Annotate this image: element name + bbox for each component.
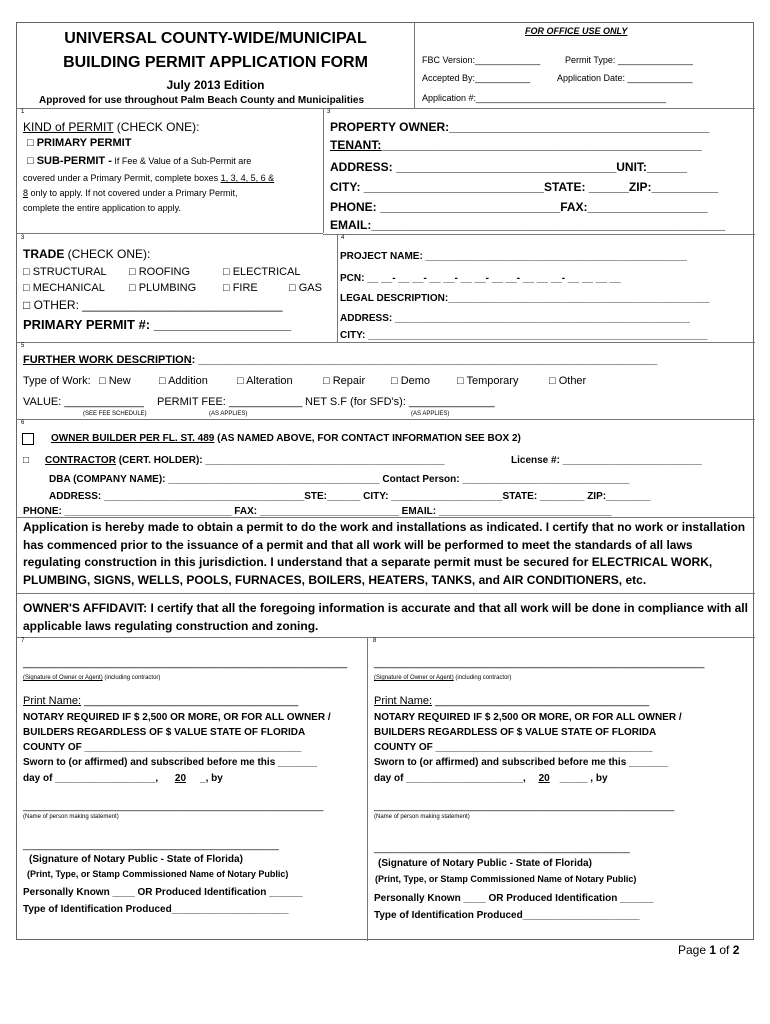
day-of-field-right[interactable]: day of _____________________, 20 _____ , by xyxy=(374,773,608,784)
box5-number: 5 xyxy=(21,343,25,349)
trade-box4-divider xyxy=(337,234,338,342)
license-number-field[interactable]: License #: _________________________ xyxy=(511,455,702,466)
type-of-work-label: Type of Work: xyxy=(23,375,91,387)
owner-email-field[interactable]: EMAIL:_____________________________________________________ xyxy=(330,218,726,232)
plumbing-checkbox[interactable]: □ PLUMBING xyxy=(129,282,197,294)
net-sf-applies-note: (AS APPLIES) xyxy=(411,411,450,417)
box8-number: 8 xyxy=(373,638,377,644)
legal-description-field[interactable]: LEGAL DESCRIPTION:_______________________________________________ xyxy=(340,293,710,304)
print-name-field-left[interactable]: Print Name: ___________________________________ xyxy=(23,695,299,707)
contractor-phone-field[interactable]: PHONE: ______________________________ FAX: _________________________ EMAIL: _______________________________ xyxy=(23,506,612,517)
county-field-left[interactable]: COUNTY OF _______________________________________ xyxy=(23,742,302,753)
work-repair-checkbox[interactable]: □ Repair xyxy=(323,375,366,387)
permit-fee-applies-note: (AS APPLIES) xyxy=(209,411,248,417)
owner-signature-label-right: (Signature of Owner or Agent) (including contractor) xyxy=(374,675,512,681)
fbc-version-field[interactable]: FBC Version:_____________ xyxy=(422,55,541,65)
project-city-field[interactable]: CITY: _____________________________________________________________ xyxy=(340,330,708,341)
person-statement-line-left[interactable]: ______________________________________________________ xyxy=(23,801,324,812)
notary-required-left-line1: NOTARY REQUIRED IF $ 2,500 OR MORE, OR FOR ALL OWNER / xyxy=(23,712,331,723)
permit-type-field[interactable]: Permit Type: _______________ xyxy=(565,55,693,65)
form-edition: July 2013 Edition xyxy=(166,78,265,92)
permit-fee-field[interactable]: PERMIT FEE: ____________ xyxy=(157,396,303,408)
electrical-checkbox[interactable]: □ ELECTRICAL xyxy=(223,266,301,278)
value-field[interactable]: VALUE: _____________ xyxy=(23,396,144,408)
permit-application-form xyxy=(16,22,754,940)
form-approval-note: Approved for use throughout Palm Beach County and Municipalities xyxy=(39,95,365,106)
accepted-by-field[interactable]: Accepted By:___________ xyxy=(422,73,531,83)
owner-city-field[interactable]: CITY: ___________________________STATE: ______ZIP:__________ xyxy=(330,180,719,194)
further-work-description-field[interactable]: FURTHER WORK DESCRIPTION: ___________________________________________________________________________ xyxy=(23,354,658,366)
owners-affidavit: OWNER'S AFFIDAVIT: I certify that all the foregoing information is accurate and that all work will be done in compliance with all applicable laws regulating construction and zoning. xyxy=(23,601,748,633)
tenant-field[interactable]: TENANT:________________________________________________ xyxy=(330,138,702,152)
notary-signature-label-right: (Signature of Notary Public - State of Florida) xyxy=(378,858,592,869)
notary-signature-line-left[interactable]: ______________________________________________ xyxy=(23,840,279,851)
work-alteration-checkbox[interactable]: □ Alteration xyxy=(237,375,293,387)
office-use-heading: FOR OFFICE USE ONLY xyxy=(525,26,628,36)
identification-type-field-left[interactable]: Type of Identification Produced_____________________ xyxy=(23,904,289,915)
application-date-field[interactable]: Application Date: _____________ xyxy=(557,73,693,83)
project-name-field[interactable]: PROJECT NAME: _______________________________________________ xyxy=(340,251,687,262)
application-number-field[interactable]: Application #:______________________________________ xyxy=(422,93,667,103)
property-owner-field[interactable]: PROPERTY OWNER:_______________________________________ xyxy=(330,120,710,134)
gas-checkbox[interactable]: □ GAS xyxy=(289,282,322,294)
sworn-statement-left[interactable]: Sworn to (or affirmed) and subscribed before me this _______ xyxy=(23,757,317,768)
box4-number: 4 xyxy=(341,235,345,241)
page-number: Page 1 of 2 xyxy=(678,943,740,957)
work-demo-checkbox[interactable]: □ Demo xyxy=(391,375,431,387)
sub-permit-checkbox[interactable]: □ SUB-PERMIT - If Fee & Value of a Sub-Permit are xyxy=(27,155,252,167)
primary-permit-number-field[interactable]: PRIMARY PERMIT #: ___________________ xyxy=(23,317,292,332)
owner-phone-field[interactable]: PHONE: ___________________________FAX:__________________ xyxy=(330,200,708,214)
county-field-right[interactable]: COUNTY OF _______________________________________ xyxy=(374,742,653,753)
box1-number: 1 xyxy=(21,109,25,115)
structural-checkbox[interactable]: □ STRUCTURAL xyxy=(23,266,107,278)
trade-bottom-rule xyxy=(17,342,755,343)
notary-signature-line-right[interactable]: ______________________________________________ xyxy=(374,843,630,854)
project-address-field[interactable]: ADDRESS: _____________________________________________________ xyxy=(340,313,690,324)
owner-signature-line-right[interactable]: ______________________________________________________ xyxy=(374,657,705,669)
box1-box3-divider xyxy=(323,108,324,233)
notary-print-label-left: (Print, Type, or Stamp Commissioned Name of Notary Public) xyxy=(27,869,289,879)
person-statement-label-right: (Name of person making statement) xyxy=(374,814,470,820)
contractor-address-field[interactable]: ADDRESS: ____________________________________STE:______ CITY: ____________________STATE: ________ ZIP:________ xyxy=(49,491,651,502)
identification-type-field-right[interactable]: Type of Identification Produced_____________________ xyxy=(374,910,640,921)
kind-of-permit-heading: KIND of PERMIT (CHECK ONE): xyxy=(23,120,200,134)
notary-required-right-line2: BUILDERS REGARDLESS OF $ VALUE STATE OF FLORIDA xyxy=(374,727,657,738)
box6-bottom-rule xyxy=(17,517,755,518)
box3-number: 3 xyxy=(327,109,331,115)
signature-divider xyxy=(367,637,368,941)
header-bottom-rule xyxy=(17,108,755,109)
person-statement-label-left: (Name of person making statement) xyxy=(23,814,119,820)
owner-builder-checkbox[interactable] xyxy=(22,433,34,445)
trade-heading: TRADE (CHECK ONE): xyxy=(23,247,151,261)
fire-checkbox[interactable]: □ FIRE xyxy=(223,282,258,294)
contractor-field[interactable]: CONTRACTOR (CERT. HOLDER): ___________________________________________ xyxy=(45,455,445,466)
person-statement-line-right[interactable]: ______________________________________________________ xyxy=(374,801,675,812)
box6-number: 6 xyxy=(21,420,25,426)
box5-bottom-rule xyxy=(17,419,755,420)
trade-other-field[interactable]: □ OTHER: ______________________________ xyxy=(23,298,283,312)
print-name-field-right[interactable]: Print Name: ___________________________________ xyxy=(374,695,650,707)
primary-permit-checkbox[interactable]: □ PRIMARY PERMIT xyxy=(27,137,132,149)
net-sf-field[interactable]: NET S.F (for SFD's): ______________ xyxy=(305,396,495,408)
form-title-line2: BUILDING PERMIT APPLICATION FORM xyxy=(63,54,368,71)
header-divider xyxy=(414,23,415,108)
work-addition-checkbox[interactable]: □ Addition xyxy=(159,375,208,387)
owner-address-field[interactable]: ADDRESS: _________________________________UNIT:______ xyxy=(330,160,687,174)
work-other-checkbox[interactable]: □ Other xyxy=(549,375,587,387)
work-temporary-checkbox[interactable]: □ Temporary xyxy=(457,375,519,387)
owner-signature-label-left: (Signature of Owner or Agent) (including contractor) xyxy=(23,675,161,681)
fee-schedule-note: (SEE FEE SCHEDULE) xyxy=(83,411,147,417)
affidavit-bottom-rule xyxy=(17,637,755,638)
personally-known-field-right[interactable]: Personally Known ____ OR Produced Identification ______ xyxy=(374,893,654,904)
notary-required-right-line1: NOTARY REQUIRED IF $ 2,500 OR MORE, OR FOR ALL OWNER / xyxy=(374,712,682,723)
notary-signature-label-left: (Signature of Notary Public - State of Florida) xyxy=(29,854,243,865)
personally-known-field-left[interactable]: Personally Known ____ OR Produced Identification ______ xyxy=(23,887,303,898)
owner-builder-label: OWNER BUILDER PER FL. ST. 489 (AS NAMED ABOVE, FOR CONTACT INFORMATION SEE BOX 2) xyxy=(51,433,521,444)
form-title-line1: UNIVERSAL COUNTY-WIDE/MUNICIPAL xyxy=(64,30,367,47)
trade-box-number: 3 xyxy=(21,235,25,241)
notary-print-label-right: (Print, Type, or Stamp Commissioned Name of Notary Public) xyxy=(375,874,637,884)
box1-bottom-rule xyxy=(17,233,323,234)
application-statement: Application is hereby made to obtain a permit to do the work and installations as indicated. I certify that no work or installation has commenced prior to the issuance of a permit and that all work will be performed to meet the standards of all laws regulating construction in this jurisdiction. I understand that a separate permit must be secured for ELECTRICAL WORK, PLUMBING, SIGNS, WELLS, POOLS, FURNACES, BOILERS, HEATERS, TANKS, and AIR CONDITIONERS, etc. xyxy=(23,520,746,587)
roofing-checkbox[interactable]: □ ROOFING xyxy=(129,266,191,278)
work-new-checkbox[interactable]: □ New xyxy=(99,375,131,387)
pcn-field[interactable]: PCN: __ __- __ __- __ __- __ __- __ __- __ __ __- __ __ __ __ xyxy=(340,273,621,284)
box1-instructions-line2: covered under a Primary Permit, complete boxes 1, 3, 4, 5, 6 & xyxy=(23,173,275,183)
mechanical-checkbox[interactable]: □ MECHANICAL xyxy=(23,282,105,294)
box7-number: 7 xyxy=(21,638,25,644)
day-of-field-left[interactable]: day of __________________, 20 _, by xyxy=(23,773,223,784)
contractor-checkbox[interactable]: □ xyxy=(23,455,30,466)
statement-bottom-rule xyxy=(17,593,755,594)
box1-instructions-line3: 8 only to apply. If not covered under a Primary Permit, xyxy=(23,188,238,198)
owner-signature-line-left[interactable]: _____________________________________________________ xyxy=(23,657,348,669)
box1-instructions-line4: complete the entire application to apply. xyxy=(23,203,181,213)
box3-bottom-rule xyxy=(323,234,755,235)
notary-required-left-line2: BUILDERS REGARDLESS OF $ VALUE STATE OF FLORIDA xyxy=(23,727,306,738)
dba-company-field[interactable]: DBA (COMPANY NAME): ______________________________________ Contact Person: ______________________________ xyxy=(49,474,630,485)
sworn-statement-right[interactable]: Sworn to (or affirmed) and subscribed before me this _______ xyxy=(374,757,668,768)
